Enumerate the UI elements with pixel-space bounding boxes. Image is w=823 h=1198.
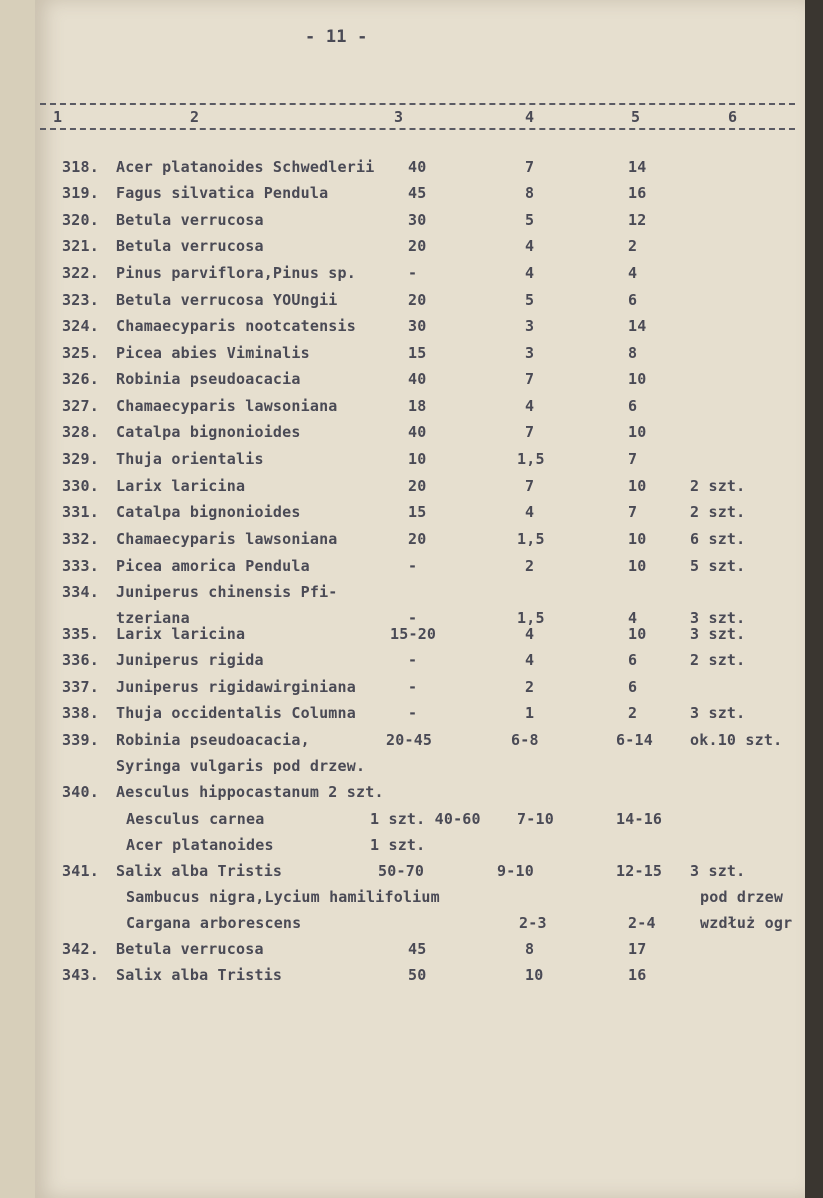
col3-value: 50 [408, 966, 427, 984]
entry-number: 341. [62, 862, 99, 880]
col3-value: 40 [408, 158, 427, 176]
col3-value: - [408, 678, 418, 696]
col5-value: 16 [628, 966, 647, 984]
entry-number: 340. [62, 783, 99, 801]
entry-number: 318. [62, 158, 99, 176]
col5-value: 10 [628, 557, 647, 575]
col3-value: 20 [408, 530, 427, 548]
sub-remarks: wzdłuż ogr [700, 914, 793, 932]
col3-value: 30 [408, 317, 427, 335]
entry-number: 324. [62, 317, 99, 335]
col5-value: 6 [628, 651, 638, 669]
col4-value: 8 [525, 184, 535, 202]
col5-value: 14 [628, 158, 647, 176]
col3-value: - [408, 651, 418, 669]
col3-value: 30 [408, 211, 427, 229]
entry-number: 327. [62, 397, 99, 415]
species-name: Chamaecyparis lawsoniana [116, 530, 338, 548]
sub-col5-value: 2-4 [628, 914, 656, 932]
species-name: Robinia pseudoacacia, [116, 731, 310, 749]
sub-col5-value: 14-16 [616, 810, 663, 828]
col4-value: 7 [525, 423, 535, 441]
col3-value: 20 [408, 477, 427, 495]
species-name-continued: Syringa vulgaris pod drzew. [116, 757, 366, 775]
col4-value: 3 [525, 317, 535, 335]
col4-value: 2 [525, 557, 535, 575]
col4-value: 8 [525, 940, 535, 958]
species-name: Larix laricina [116, 477, 246, 495]
remarks: 3 szt. [690, 704, 746, 722]
col5-value: 10 [628, 530, 647, 548]
entry-number: 320. [62, 211, 99, 229]
col3-value: 20 [408, 291, 427, 309]
col5-value: 6-14 [616, 731, 653, 749]
species-name: Juniperus chinensis Pfi- [116, 583, 338, 601]
col3-value: 20-45 [386, 731, 433, 749]
col4-value: 9-10 [497, 862, 534, 880]
remarks: 2 szt. [690, 477, 746, 495]
entry-number: 336. [62, 651, 99, 669]
species-name: Betula verrucosa [116, 940, 264, 958]
col5-value: 10 [628, 625, 647, 643]
species-name: Robinia pseudoacacia [116, 370, 301, 388]
col5-value: 10 [628, 477, 647, 495]
col4-value: 2 [525, 678, 535, 696]
remarks: 5 szt. [690, 557, 746, 575]
col3-value: 15 [408, 344, 427, 362]
entry-number: 326. [62, 370, 99, 388]
sub-col4-value: 2-3 [519, 914, 547, 932]
col5-value: 17 [628, 940, 647, 958]
remarks: 6 szt. [690, 530, 746, 548]
col5-value: 2 [628, 704, 638, 722]
col3-value: - [408, 704, 418, 722]
col3-value: 40 [408, 370, 427, 388]
col5-value: 12-15 [616, 862, 663, 880]
col3-value: 20 [408, 237, 427, 255]
entry-number: 329. [62, 450, 99, 468]
col4-value: 1,5 [517, 450, 545, 468]
entry-number: 325. [62, 344, 99, 362]
remarks: 3 szt. [690, 625, 746, 643]
col5-value: 7 [628, 503, 638, 521]
col5-value: 6 [628, 397, 638, 415]
col4-value: 10 [525, 966, 544, 984]
col5-value: 8 [628, 344, 638, 362]
entry-number: 328. [62, 423, 99, 441]
col-header-1: 1 [53, 108, 63, 126]
col5-value: 6 [628, 291, 638, 309]
entry-number: 338. [62, 704, 99, 722]
entry-number: 343. [62, 966, 99, 984]
sub-species-name: Acer platanoides [126, 836, 274, 854]
col5-value: 7 [628, 450, 638, 468]
col5-value: 14 [628, 317, 647, 335]
col3-value: 18 [408, 397, 427, 415]
entry-number: 330. [62, 477, 99, 495]
entry-number: 332. [62, 530, 99, 548]
species-name: Aesculus hippocastanum 2 szt. [116, 783, 384, 801]
col5-value: 12 [628, 211, 647, 229]
sub-species-name: Sambucus nigra,Lycium hamilifolium [126, 888, 440, 906]
sub-col4-value: 7-10 [517, 810, 554, 828]
species-name: Betula verrucosa [116, 237, 264, 255]
col4-value: 4 [525, 397, 535, 415]
col5-value: 10 [628, 423, 647, 441]
col4-value: 5 [525, 291, 535, 309]
col3-value: 45 [408, 184, 427, 202]
col4-value: 6-8 [511, 731, 539, 749]
col-header-5: 5 [631, 108, 641, 126]
species-name: Thuja occidentalis Columna [116, 704, 356, 722]
header-rule-bottom [40, 128, 795, 130]
sub-species-name: Cargana arborescens [126, 914, 302, 932]
col4-value: 3 [525, 344, 535, 362]
binding-edge [0, 0, 36, 1198]
col4-value: 4 [525, 651, 535, 669]
species-name: Fagus silvatica Pendula [116, 184, 329, 202]
entry-number: 322. [62, 264, 99, 282]
col3-value: 15-20 [390, 625, 437, 643]
entry-number: 335. [62, 625, 99, 643]
col3-value: 45 [408, 940, 427, 958]
col-header-2: 2 [190, 108, 200, 126]
col4-value: 4 [525, 503, 535, 521]
entry-number: 339. [62, 731, 99, 749]
entry-number: 337. [62, 678, 99, 696]
col3-value: - [408, 557, 418, 575]
entry-number: 321. [62, 237, 99, 255]
species-name: Catalpa bignonioides [116, 503, 301, 521]
species-name: Chamaecyparis nootcatensis [116, 317, 356, 335]
entry-number: 319. [62, 184, 99, 202]
remarks: 2 szt. [690, 651, 746, 669]
col3-value: 10 [408, 450, 427, 468]
col3-value: 40 [408, 423, 427, 441]
entry-number: 334. [62, 583, 99, 601]
entry-number: 323. [62, 291, 99, 309]
species-name: Salix alba Tristis [116, 966, 283, 984]
col3-value: 15 [408, 503, 427, 521]
col4-value: 4 [525, 625, 535, 643]
col4-value: 1,5 [517, 609, 545, 627]
species-name: Larix laricina [116, 625, 246, 643]
species-name: Chamaecyparis lawsoniana [116, 397, 338, 415]
col4-value: 7 [525, 158, 535, 176]
col-header-3: 3 [394, 108, 404, 126]
col4-value: 5 [525, 211, 535, 229]
col5-value: 4 [628, 609, 638, 627]
species-name: Catalpa bignonioides [116, 423, 301, 441]
species-name: Juniperus rigida [116, 651, 264, 669]
species-name: Thuja orientalis [116, 450, 264, 468]
col-header-6: 6 [728, 108, 738, 126]
species-name-continued: tzeriana [116, 609, 190, 627]
col4-value: 1,5 [517, 530, 545, 548]
col3-value: 50-70 [378, 862, 425, 880]
scan-border [805, 0, 823, 1198]
col4-value: 1 [525, 704, 535, 722]
entry-number: 331. [62, 503, 99, 521]
species-name: Juniperus rigidawirginiana [116, 678, 356, 696]
sub-remarks: pod drzew [700, 888, 784, 906]
remarks: ok.10 szt. [690, 731, 783, 749]
page-number: - 11 - [305, 27, 368, 47]
col4-value: 7 [525, 370, 535, 388]
species-name: Acer platanoides Schwedlerii [116, 158, 375, 176]
col5-value: 2 [628, 237, 638, 255]
col5-value: 4 [628, 264, 638, 282]
sub-col3-value: 1 szt. 40-60 [370, 810, 481, 828]
entry-number: 333. [62, 557, 99, 575]
header-rule-top [40, 103, 795, 105]
species-name: Picea abies Viminalis [116, 344, 310, 362]
species-name: Salix alba Tristis [116, 862, 283, 880]
col4-value: 4 [525, 264, 535, 282]
sub-col3-value: 1 szt. [370, 836, 426, 854]
entry-number: 342. [62, 940, 99, 958]
col3-value: - [408, 609, 418, 627]
col3-value: - [408, 264, 418, 282]
col-header-4: 4 [525, 108, 535, 126]
col4-value: 7 [525, 477, 535, 495]
remarks: 3 szt. [690, 609, 746, 627]
col5-value: 6 [628, 678, 638, 696]
remarks: 3 szt. [690, 862, 746, 880]
col5-value: 10 [628, 370, 647, 388]
col5-value: 16 [628, 184, 647, 202]
sub-species-name: Aesculus carnea [126, 810, 265, 828]
species-name: Betula verrucosa YOUngii [116, 291, 338, 309]
col4-value: 4 [525, 237, 535, 255]
species-name: Picea amorica Pendula [116, 557, 310, 575]
species-name: Pinus parviflora,Pinus sp. [116, 264, 356, 282]
remarks: 2 szt. [690, 503, 746, 521]
species-name: Betula verrucosa [116, 211, 264, 229]
